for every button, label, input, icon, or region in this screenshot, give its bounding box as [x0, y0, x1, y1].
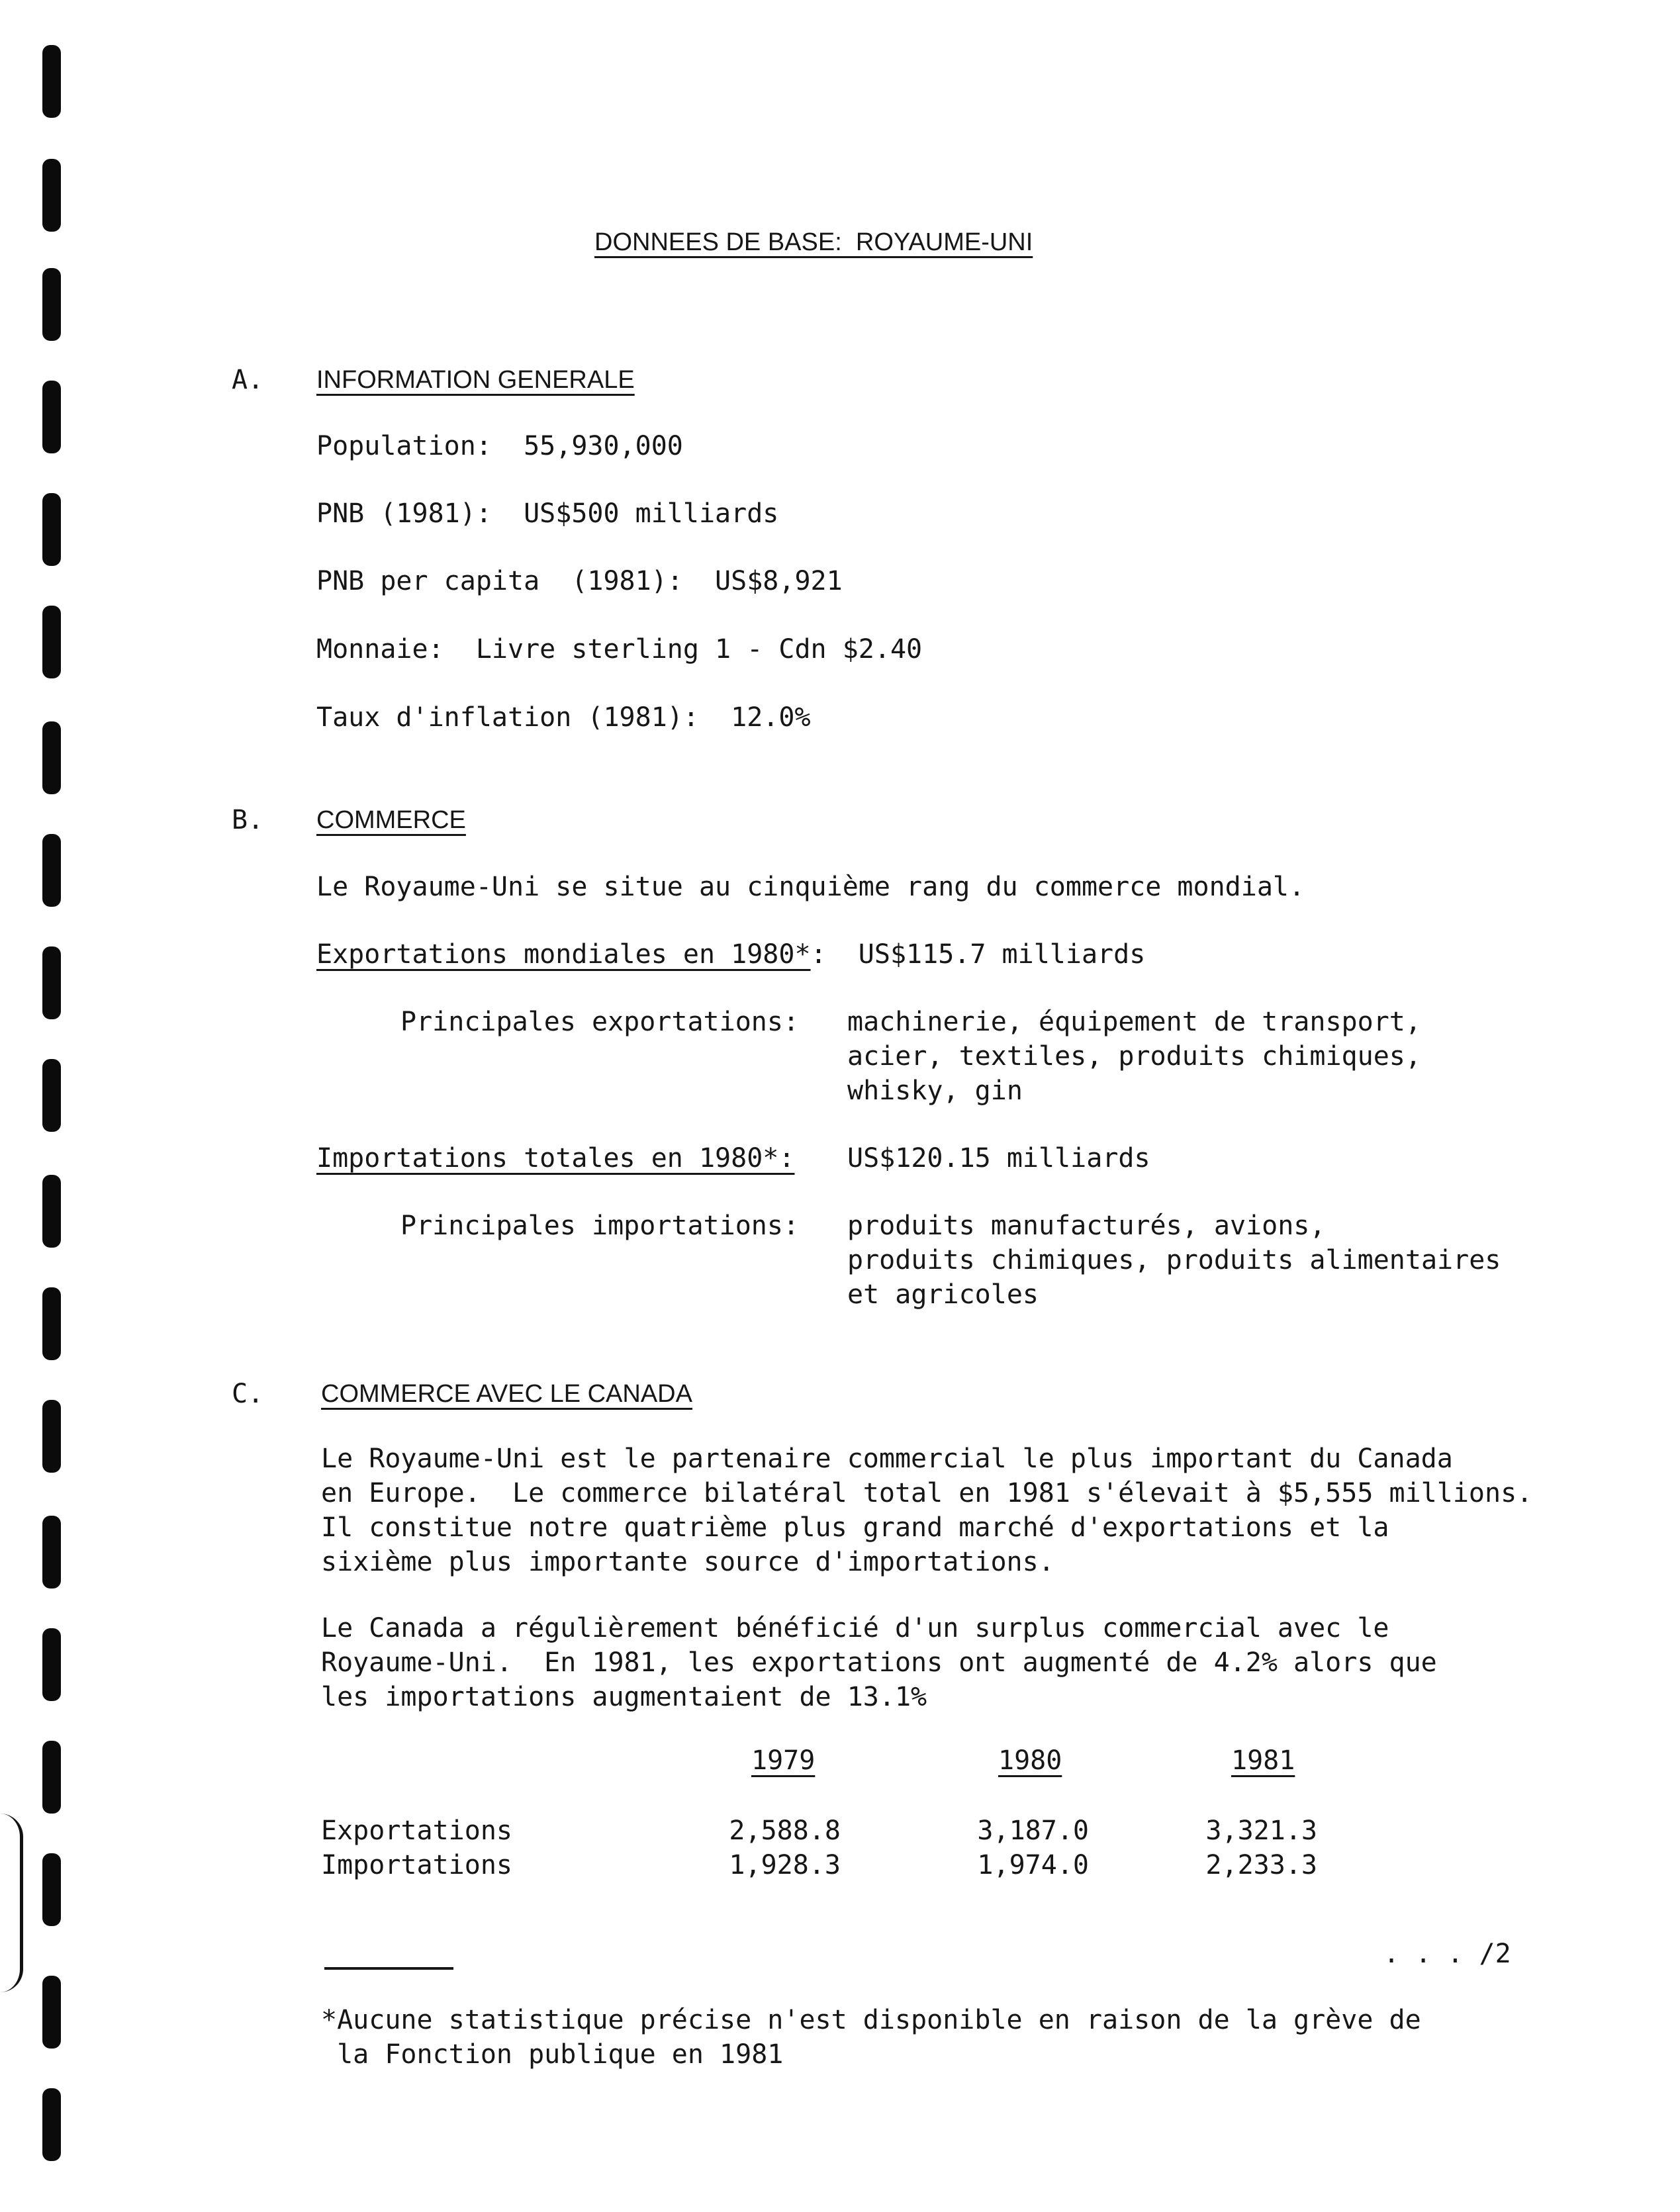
section-a-letter: A.	[232, 365, 264, 395]
punch-hole-mark	[42, 1741, 61, 1814]
canada-paragraph-line: en Europe. Le commerce bilatéral total en 1981 s'élevait à $5,555 millions.	[321, 1478, 1533, 1508]
currency-line: Monnaie: Livre sterling 1 - Cdn $2.40	[316, 634, 923, 665]
section-a-heading: INFORMATION GENERALE	[316, 366, 635, 394]
footnote-separator	[324, 1967, 453, 1970]
table-cell: 2,233.3	[1205, 1850, 1317, 1880]
section-b-letter: B.	[232, 805, 264, 835]
footnote-line: la Fonction publique en 1981	[321, 2039, 784, 2070]
population-line: Population: 55,930,000	[316, 431, 683, 461]
exports-label: Exportations mondiales en 1980*	[316, 939, 811, 970]
section-c-letter: C.	[232, 1379, 264, 1409]
surplus-paragraph-line: les importations augmentaient de 13.1%	[321, 1682, 927, 1712]
commerce-intro: Le Royaume-Uni se situe au cinquième rang du commerce mondial.	[316, 872, 1305, 902]
punch-hole-mark	[42, 45, 61, 118]
table-row-label: Exportations	[321, 1816, 512, 1846]
imports-value: US$120.15 milliards	[847, 1143, 1150, 1174]
main-exports-line: machinerie, équipement de transport,	[847, 1007, 1421, 1037]
main-imports-label: Principales importations:	[400, 1211, 800, 1241]
table-year-header: 1979	[751, 1745, 816, 1776]
exports-line	[316, 937, 1145, 972]
pnb-line: PNB (1981): US$500 milliards	[316, 498, 779, 529]
punch-hole-mark	[42, 946, 61, 1019]
table-row-label: Importations	[321, 1850, 512, 1880]
table-year-header: 1980	[998, 1745, 1062, 1776]
table-cell: 1,974.0	[977, 1850, 1089, 1880]
main-imports-line: et agricoles	[847, 1279, 1039, 1310]
surplus-paragraph-line: Royaume-Uni. En 1981, les exportations ont augmenté de 4.2% alors que	[321, 1647, 1437, 1678]
section-b-heading: COMMERCE	[316, 806, 466, 834]
punch-hole-mark	[42, 2088, 61, 2161]
punch-hole-mark	[42, 1059, 61, 1132]
punch-hole-mark	[42, 1287, 61, 1360]
inflation-line: Taux d'inflation (1981): 12.0%	[316, 702, 811, 733]
section-c-heading: COMMERCE AVEC LE CANADA	[321, 1380, 692, 1408]
footnote-line: *Aucune statistique précise n'est disponible en raison de la grève de	[321, 2005, 1421, 2035]
punch-hole-mark	[42, 1175, 61, 1248]
surplus-paragraph-line: Le Canada a régulièrement bénéficié d'un surplus commercial avec le	[321, 1613, 1389, 1643]
document-title: DONNEES DE BASE: ROYAUME-UNI	[594, 228, 1033, 256]
punch-hole-mark	[42, 1976, 61, 2049]
canada-paragraph-line: Il constitue notre quatrième plus grand marché d'exportations et la	[321, 1512, 1389, 1543]
page-edge-shadow	[0, 1814, 23, 1992]
imports-label: Importations totales en 1980*:	[316, 1143, 795, 1174]
canada-paragraph-line: Le Royaume-Uni est le partenaire commercial le plus important du Canada	[321, 1444, 1453, 1474]
canada-paragraph-line: sixième plus importante source d'importations.	[321, 1547, 1054, 1577]
punch-hole-mark	[42, 1628, 61, 1701]
punch-hole-mark	[42, 159, 61, 232]
main-exports-line: acier, textiles, produits chimiques,	[847, 1041, 1421, 1072]
pnb-per-capita-line: PNB per capita (1981): US$8,921	[316, 566, 843, 596]
punch-hole-mark	[42, 493, 61, 566]
main-imports-line: produits chimiques, produits alimentaires	[847, 1245, 1501, 1275]
main-imports-line: produits manufacturés, avions,	[847, 1211, 1326, 1241]
punch-hole-mark	[42, 268, 61, 341]
table-cell: 2,588.8	[729, 1816, 841, 1846]
punch-hole-mark	[42, 721, 61, 794]
main-exports-label: Principales exportations:	[400, 1007, 800, 1037]
punch-hole-mark	[42, 381, 61, 453]
punch-hole-mark	[42, 1853, 61, 1926]
punch-hole-mark	[42, 606, 61, 678]
punch-hole-mark	[42, 1516, 61, 1589]
punch-hole-mark	[42, 1400, 61, 1473]
table-cell: 3,187.0	[977, 1816, 1089, 1846]
table-year-header: 1981	[1231, 1745, 1295, 1776]
exports-value: : US$115.7 milliards	[810, 939, 1146, 970]
punch-hole-mark	[42, 834, 61, 907]
table-cell: 3,321.3	[1205, 1816, 1317, 1846]
table-cell: 1,928.3	[729, 1850, 841, 1880]
main-exports-line: whisky, gin	[847, 1076, 1023, 1106]
page-continuation-marker: . . . /2	[1383, 1939, 1511, 1969]
